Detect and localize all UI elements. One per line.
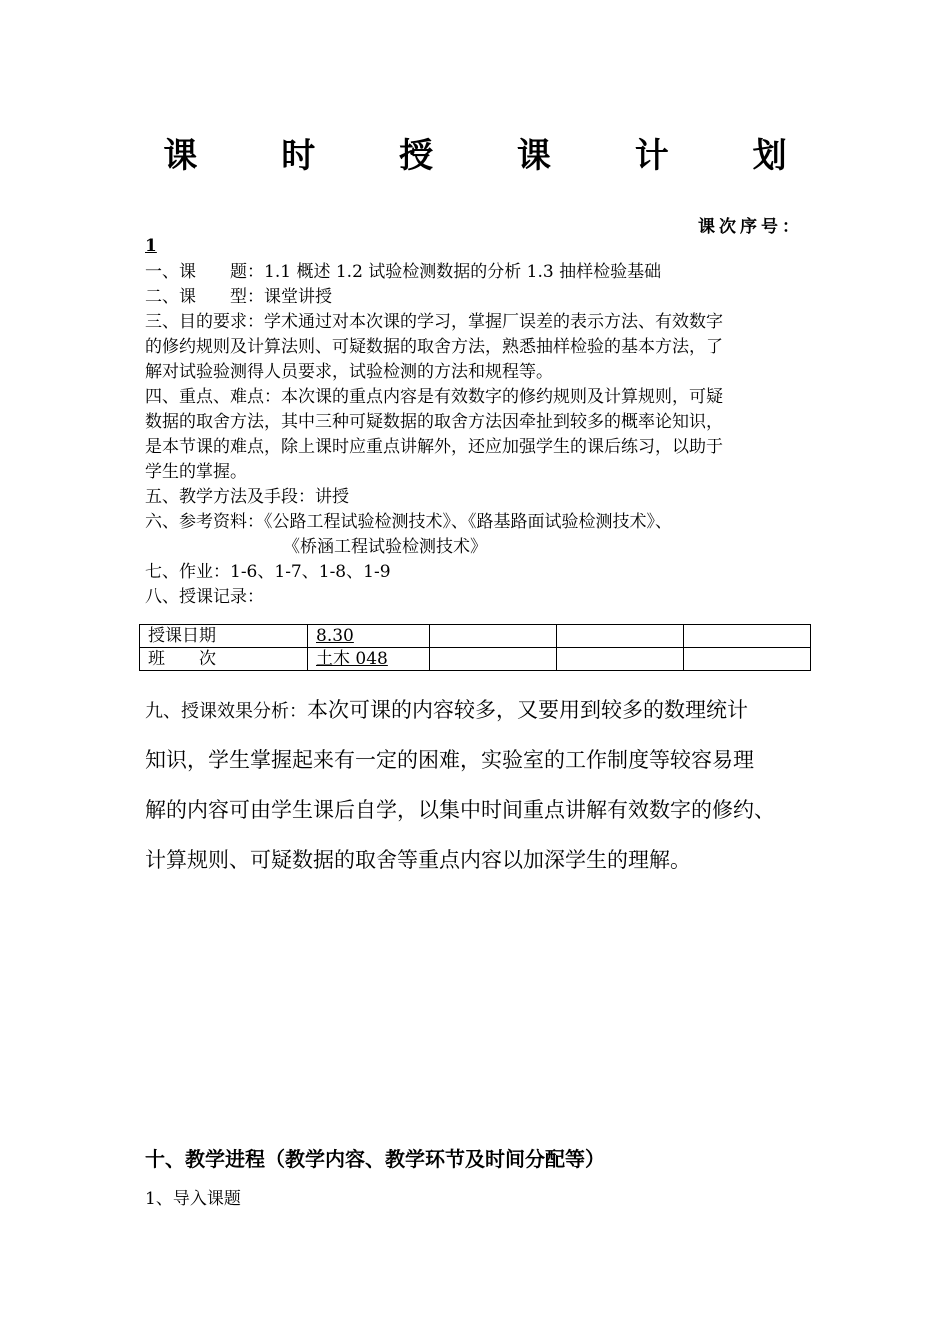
key-points-line-1: 四、重点、难点：本次课的重点内容是有效数字的修约规则及计算规则，可疑 xyxy=(145,387,723,407)
serial-number-value: 1 xyxy=(145,236,157,256)
analysis-line-3: 解的内容可由学生课后自学，以集中时间重点讲解有效数字的修约、 xyxy=(145,798,775,822)
table-cell: 授课日期 xyxy=(140,625,308,648)
table-cell xyxy=(684,625,811,648)
references-line-1: 六、参考资料：《公路工程试验检测技术》、《路基路面试验检测技术》、 xyxy=(145,512,672,532)
record-heading: 八、授课记录： xyxy=(145,587,264,607)
teaching-record-table xyxy=(139,624,811,671)
section-ten-heading: 十、教学进程（教学内容、教学环节及时间分配等） xyxy=(145,1147,605,1171)
page-title: 课 时 授 课 计 划 xyxy=(163,136,823,176)
table-cell xyxy=(430,648,557,671)
table-cell: 班 次 xyxy=(140,648,308,671)
key-points-line-3: 是本节课的难点，除上课时应重点讲解外，还应加强学生的课后练习，以助于 xyxy=(145,437,723,457)
analysis-line-1 xyxy=(145,695,748,727)
key-points-line-2: 数据的取舍方法，其中三种可疑数据的取舍方法因牵扯到较多的概率论知识， xyxy=(145,412,723,432)
analysis-label: 九、授课效果分析： xyxy=(145,701,307,722)
serial-number-label: 课次序号： xyxy=(698,217,803,237)
table-cell xyxy=(557,648,684,671)
subsection-one: 1、导入课题 xyxy=(145,1189,241,1209)
table-cell xyxy=(684,648,811,671)
analysis-line-4: 计算规则、可疑数据的取舍等重点内容以加深学生的理解。 xyxy=(145,848,691,872)
topic-line: 一、课 题：1.1 概述 1.2 试验检测数据的分析 1.3 抽样检验基础 xyxy=(145,262,662,282)
table-cell xyxy=(430,625,557,648)
table-row xyxy=(140,648,811,671)
class-type-line: 二、课 型：课堂讲授 xyxy=(145,287,332,307)
table-cell: 土木 048 xyxy=(308,648,430,671)
table-cell: 8.30 xyxy=(308,625,430,648)
references-line-2: 《桥涵工程试验检测技术》 xyxy=(283,537,487,557)
analysis-line-2: 知识，学生掌握起来有一定的困难，实验室的工作制度等较容易理 xyxy=(145,748,754,772)
objective-line-3: 解对试验验测得人员要求，试验检测的方法和规程等。 xyxy=(145,362,553,382)
key-points-line-4: 学生的掌握。 xyxy=(145,462,247,482)
homework-line: 七、作业：1-6、1-7、1-8、1-9 xyxy=(145,562,391,582)
teaching-method-line: 五、教学方法及手段：讲授 xyxy=(145,487,349,507)
table-row xyxy=(140,625,811,648)
objective-line-1: 三、目的要求：学术通过对本次课的学习，掌握厂误差的表示方法、有效数字 xyxy=(145,312,723,332)
analysis-text: 本次可课的内容较多，又要用到较多的数理统计 xyxy=(307,698,748,722)
table-cell xyxy=(557,625,684,648)
objective-line-2: 的修约规则及计算法则、可疑数据的取舍方法，熟悉抽样检验的基本方法，了 xyxy=(145,337,723,357)
